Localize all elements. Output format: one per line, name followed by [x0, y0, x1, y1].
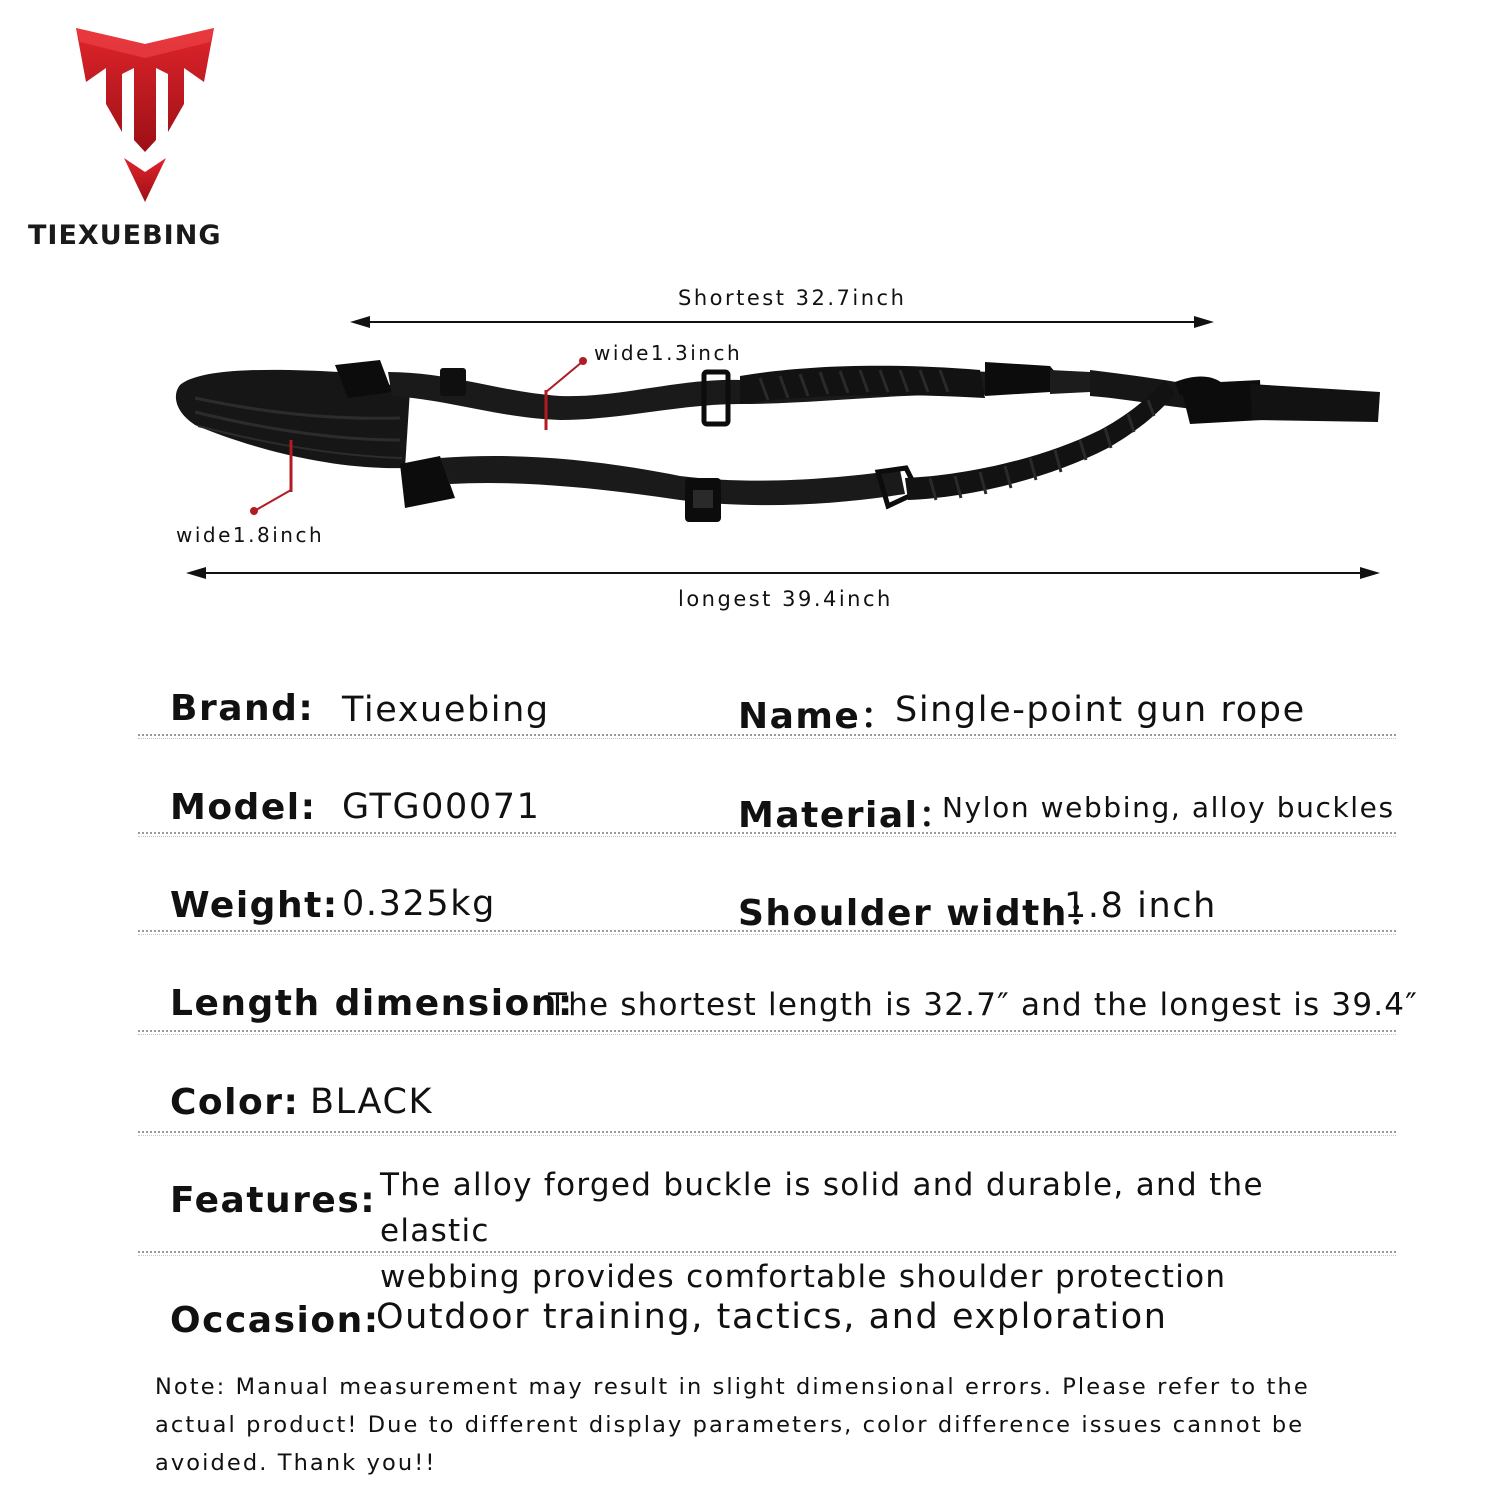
wide-upper-label: wide1.3inch — [594, 341, 743, 365]
weight-label: Weight: — [170, 885, 339, 926]
brand-label: Brand: — [170, 688, 315, 729]
spec-divider — [138, 832, 1396, 834]
disclaimer-note — [155, 1368, 1415, 1482]
model-label: Model: — [170, 787, 317, 828]
weight-value: 0.325kg — [342, 884, 496, 924]
shoulder-width-label: Shoulder width： — [738, 893, 1106, 934]
name-value: Single-point gun rope — [895, 690, 1306, 730]
shortest-length-label: Shortest 32.7inch — [678, 286, 907, 310]
brand-logo — [72, 22, 218, 204]
length-dimension-value: The shortest length is 32.7″ and the longest is 39.4″ — [548, 987, 1419, 1023]
brand-value: Tiexuebing — [342, 690, 550, 730]
spec-divider — [138, 1131, 1396, 1133]
model-value: GTG00071 — [342, 787, 541, 827]
material-label: Material： — [738, 795, 956, 836]
shortest-dimension-arrow — [350, 316, 1214, 328]
spec-divider — [138, 734, 1396, 736]
longest-dimension-arrow — [186, 567, 1380, 579]
note-line-1: Note: Manual measurement may result in slight dimensional errors. Please refer to the — [155, 1374, 1310, 1400]
color-value: BLACK — [310, 1082, 434, 1122]
material-value: Nylon webbing, alloy buckles — [942, 791, 1395, 824]
longest-length-label: longest 39.4inch — [678, 587, 893, 611]
note-line-2: actual product! Due to different display parameters, color difference issues cannot be — [155, 1412, 1305, 1438]
spec-divider — [138, 1030, 1396, 1032]
features-label: Features: — [170, 1180, 377, 1221]
shoulder-width-value: 1.8 inch — [1064, 886, 1217, 926]
brand-wordmark: TIEXUEBING — [28, 220, 222, 251]
occasion-value: Outdoor training, tactics, and exploration — [376, 1297, 1168, 1337]
note-line-3: avoided. Thank you!! — [155, 1450, 437, 1476]
sling-dimension-diagram — [0, 270, 1500, 630]
features-line-1: The alloy forged buckle is solid and durable, and the elastic — [380, 1167, 1264, 1249]
occasion-label: Occasion: — [170, 1300, 380, 1341]
single-point-sling-icon — [176, 360, 1380, 522]
color-label: Color: — [170, 1082, 300, 1123]
features-value — [380, 1162, 1380, 1300]
spec-divider — [138, 1251, 1396, 1253]
spec-divider — [138, 930, 1396, 932]
red-shield-emblem-icon — [72, 22, 218, 204]
name-label: Name： — [738, 696, 898, 737]
features-line-2: webbing provides comfortable shoulder protection — [380, 1259, 1227, 1295]
length-dimension-label: Length dimension: — [170, 983, 574, 1024]
wide-lower-label: wide1.8inch — [176, 523, 325, 547]
